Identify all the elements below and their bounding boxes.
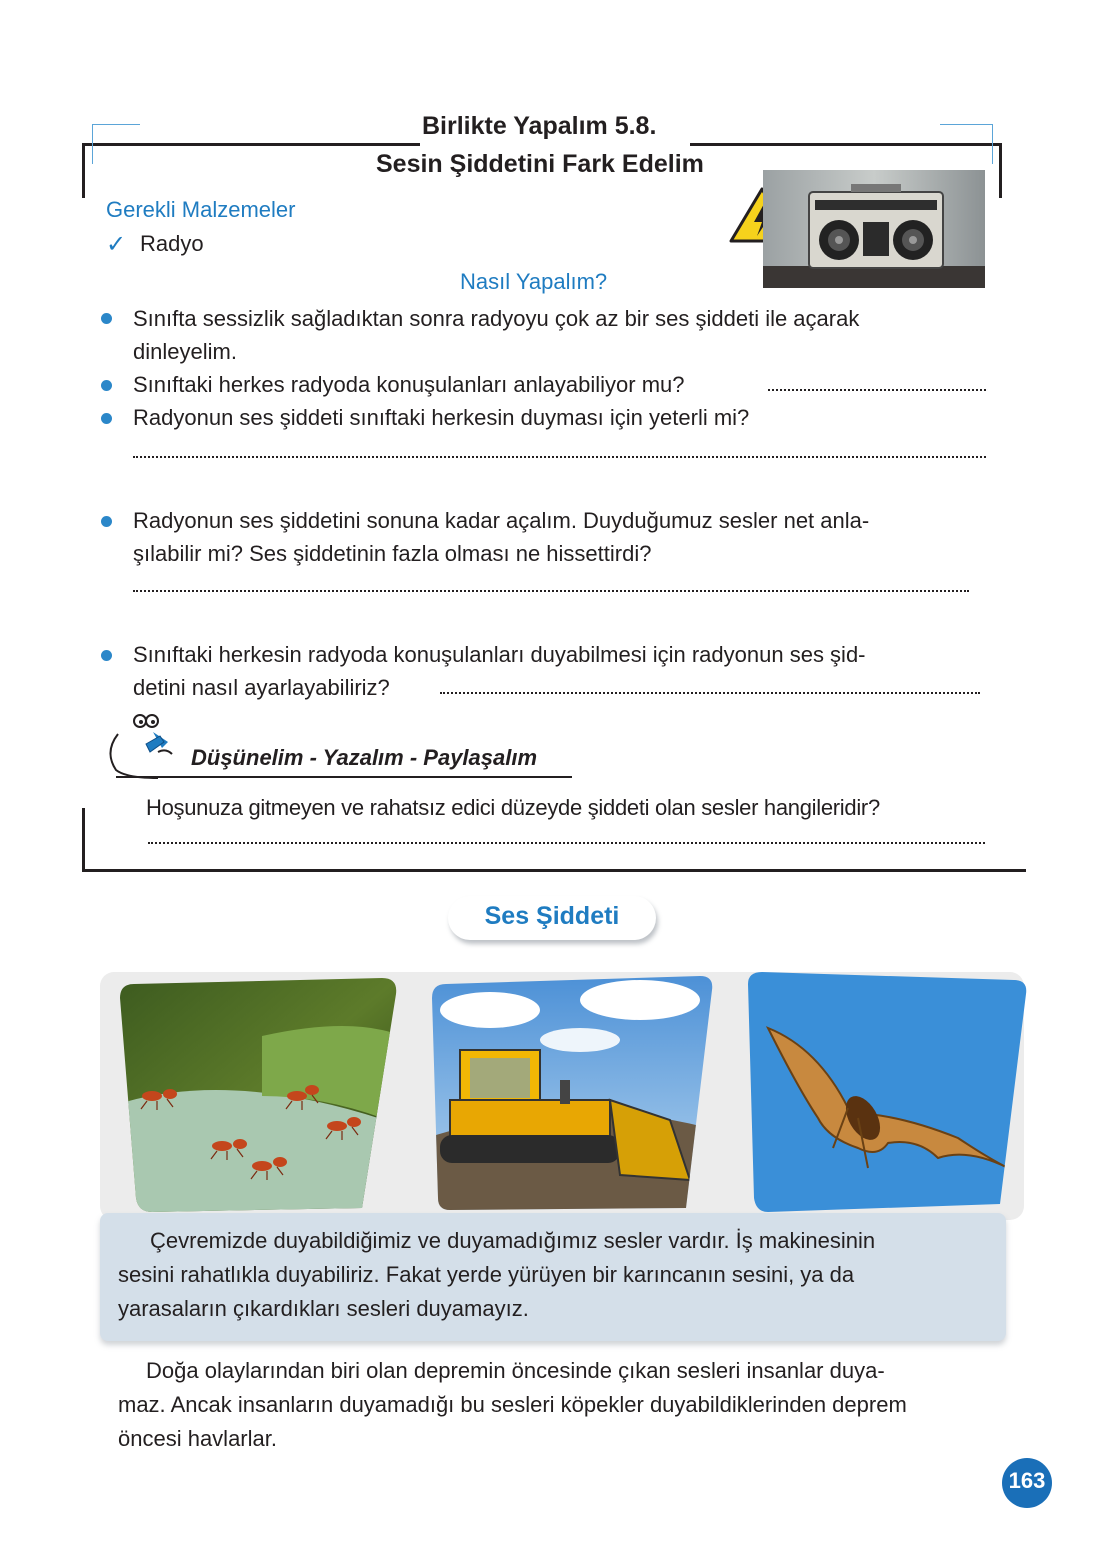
activity-title: Birlikte Yapalım 5.8.: [422, 112, 657, 140]
howto-bullet-4-line-2: şılabilir mi? Ses şiddetinin fazla olması ne hissettirdi?: [133, 541, 652, 566]
paragraph-line-2: maz. Ancak insanların duyamadığı bu sesleri köpekler duyabildiklerinden deprem: [118, 1392, 907, 1417]
howto-bullet-1-line-2: dinleyelim.: [133, 339, 237, 364]
think-frame-bottom: [82, 869, 1026, 872]
bulldozer-photo: [420, 970, 716, 1218]
paragraph-line-3: öncesi havlarlar.: [118, 1426, 277, 1451]
howto-bullet-5-line-1: Sınıftaki herkesin radyoda konuşulanları duyabilmesi için radyonun ses şid-: [133, 642, 866, 667]
answer-line[interactable]: [768, 389, 986, 391]
info-box-line-1: Çevremizde duyabildiğimiz ve duyamadığımız sesler vardır. İş makinesinin: [150, 1228, 876, 1253]
bullet-icon: [101, 650, 112, 661]
activity-subtitle: Sesin Şiddetini Fark Edelim: [376, 150, 704, 178]
info-box-line-2: sesini rahatlıkla duyabiliriz. Fakat yerde yürüyen bir karıncanın sesini, ya da: [118, 1262, 855, 1287]
howto-bullet-5-line-2: detini nasıl ayarlayabiliriz?: [133, 675, 390, 700]
think-frame-left: [82, 808, 85, 872]
bullet-icon: [101, 516, 112, 527]
paragraph-line-1: Doğa olaylarından biri olan depremin öncesinde çıkan sesleri insanlar duya-: [146, 1358, 885, 1383]
materials-item: Radyo: [140, 231, 204, 256]
check-icon: ✓: [106, 231, 127, 258]
bullet-icon: [101, 380, 112, 391]
bullet-icon: [101, 413, 112, 424]
bullet-icon: [101, 313, 112, 324]
howto-bullet-1-line-1: Sınıfta sessizlik sağladıktan sonra radyoyu çok az bir ses şiddeti ile açarak: [133, 306, 860, 331]
section-title: Ses Şiddeti: [484, 902, 620, 930]
answer-line[interactable]: [440, 692, 980, 694]
howto-bullet-4-line-1: Radyonun ses şiddetini sonuna kadar açalım. Duyduğumuz sesler net anla-: [133, 508, 870, 533]
think-heading: Düşünelim - Yazalım - Paylaşalım: [191, 745, 538, 770]
answer-line[interactable]: [133, 590, 969, 592]
materials-heading: Gerekli Malzemeler: [106, 197, 296, 222]
howto-heading: Nasıl Yapalım?: [460, 269, 608, 294]
think-question: Hoşunuza gitmeyen ve rahatsız edici düzeyde şiddeti olan sesler hangileridir?: [146, 795, 880, 820]
ants-photo: [112, 976, 402, 1216]
think-write-icon: [98, 708, 192, 780]
howto-bullet-2: Sınıftaki herkes radyoda konuşulanları anlayabiliyor mu?: [133, 372, 685, 397]
page-number: 163: [1008, 1468, 1046, 1493]
answer-line[interactable]: [148, 842, 985, 844]
answer-line[interactable]: [133, 456, 986, 458]
bat-photo: [738, 968, 1030, 1218]
howto-bullet-3: Radyonun ses şiddeti sınıftaki herkesin duyması için yeterli mi?: [133, 405, 750, 430]
think-heading-underline: [116, 776, 572, 778]
info-box-line-3: yarasaların çıkardıkları sesleri duyamayız.: [118, 1296, 529, 1321]
radio-image: [763, 170, 985, 288]
